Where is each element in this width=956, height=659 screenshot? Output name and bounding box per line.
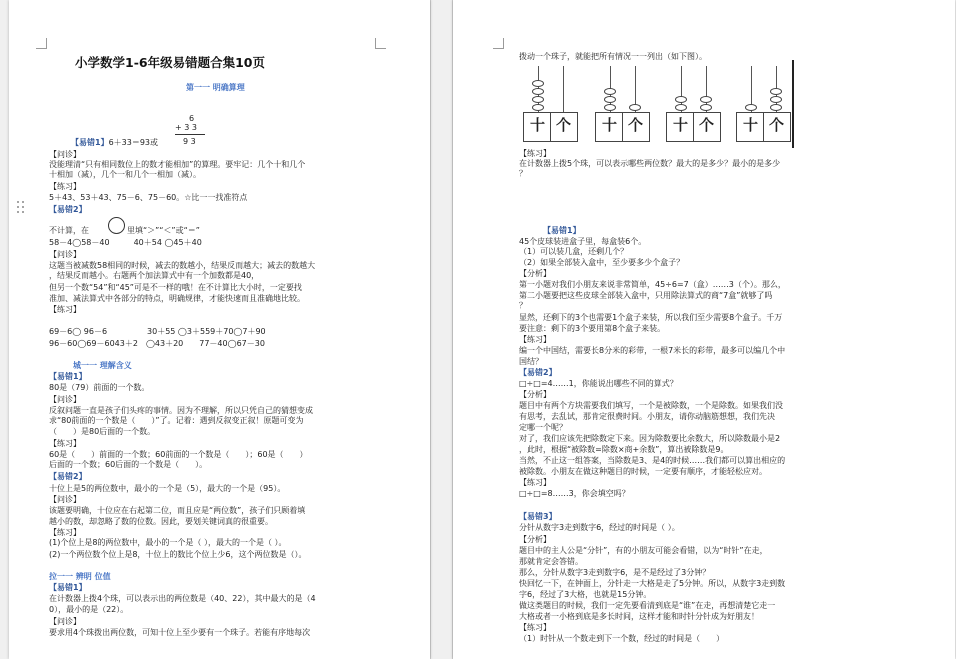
text-line: 编一个中国结，需要长8分米的彩带，一根7米长的彩带，最多可以编几个中 [519, 346, 786, 355]
abacus-2 [595, 66, 650, 144]
blank-circle-icon [108, 217, 125, 234]
text-line: 后面的一个数；60后面的一个数是（ ）。 [49, 460, 208, 469]
abacus-bead [700, 96, 712, 103]
text-line: 越小的数，却忽略了数的位数。因此，要划关键词真的很重要。 [49, 517, 273, 526]
vertical-calc-top: 6 [189, 114, 195, 123]
text-line: 【分析】 [519, 535, 551, 544]
abacus-bead [745, 104, 757, 111]
text-line: 【易错2】 [49, 205, 87, 214]
section-heading-1: 第一一 明确算理 [186, 83, 245, 92]
text-line: 那就肯定会答错。 [519, 557, 583, 566]
text-line: 【练习】 [519, 623, 551, 632]
text-line: 分针从数字3走到数字6，经过的时间是（ ）。 [519, 523, 680, 532]
text-line: 58－4◯58－40 40＋54 ◯45＋40 [49, 238, 202, 247]
section-heading-3: 拉一一 辨明 位值 [49, 572, 111, 581]
text-line: (1)个位上是8的两位数中，最小的一个是（ ），最大的一个是（ ）。 [49, 538, 287, 547]
text-line: 5＋43、53＋43、75－6、75－60。☆比一一找准符点 [49, 193, 248, 202]
text-line: 第一小题对我们小朋友来说非常简单，45÷6=7（盒）……3（个）。那么， [519, 280, 786, 289]
abacus-ones-label: 个 [699, 116, 715, 134]
abacus-bead [700, 104, 712, 111]
text-line: 国结？ [519, 357, 543, 366]
abacus-tens-label: 十 [602, 116, 618, 134]
abacus-divider [550, 112, 551, 142]
abacus-tens-label: 十 [743, 116, 759, 134]
text-line: 十相加（减），几个一和几个一相加（减）。 [49, 170, 201, 179]
abacus-bead [770, 104, 782, 111]
text-line: ？ [519, 301, 527, 310]
vertical-calc-rule [175, 134, 205, 135]
text-line: （1）可以装几盒，还剩几个？ [519, 247, 629, 256]
abacus-3 [666, 66, 721, 144]
text-line: （ ）是80后面的一个数。 [49, 427, 156, 436]
page-gap-left-edge [430, 0, 431, 659]
text-line: 【问诊】 [49, 150, 81, 159]
vertical-calc-bottom: 9 3 [183, 137, 196, 146]
text-line: 【练习】 [49, 439, 81, 448]
abacus-divider [763, 112, 764, 142]
text-line: 字6，经过了3大格，也就是15分钟。 [519, 590, 652, 599]
text-line: 题目中的主人公是“分针”，有的小朋友可能会看错，以为“时针”在走， [519, 546, 768, 555]
text-line: 大格或者一小格到底是多长时间，这样才能和时针分针成为好朋友！ [519, 612, 759, 621]
text-line: 要注意：剩下的3个要用第8个盒子来装。 [519, 324, 666, 333]
text-line: 要求用4个珠拨出两位数，可知十位上至少要有一个珠子。若能有序地每次 [49, 628, 311, 637]
text-line: ？ [519, 169, 527, 178]
text-line: 【练习】 [49, 305, 81, 314]
text-line: 做这类题目的时候，我们一定先要看清到底是“谁”在走，再想清楚它走一 [519, 601, 776, 610]
figure-divider [792, 60, 794, 148]
text-line: 【练习】 [519, 335, 551, 344]
abacus-ones-label: 个 [769, 116, 785, 134]
text-line: □÷□=8……3，你会填空吗？ [519, 489, 630, 498]
text-line: 【易错2】 [519, 368, 557, 377]
text-line: 那么，分针从数字3走到数字6，是不是经过了3分钟？ [519, 568, 711, 577]
abacus-ones-label: 个 [556, 116, 572, 134]
text-line: 题目中有两个方块需要我们填写，一个是被除数，一个是除数。如果我们没 [519, 401, 783, 410]
text-line: 定哪一个呢？ [519, 423, 567, 432]
crop-mark-top-right [375, 38, 386, 49]
crop-mark-top-left [36, 38, 47, 49]
text-line: 被除数。小朋友在做这种题目的时候，一定要有顺序，才能轻松应对。 [519, 467, 767, 476]
text-line: 【易错3】 [519, 512, 557, 521]
text-line: 不计算，在 [49, 226, 89, 235]
text-line: （2）如果全部装入盒中，至少要多少个盒子？ [519, 258, 685, 267]
abacus-bead [675, 96, 687, 103]
text-line: 这题当被减数58相同的时候，减去的数越小，结果反而越大；减去的数越大 [49, 261, 316, 270]
document-title: 小学数学1-6年级易错题合集10页 [75, 55, 265, 70]
abacus-divider [622, 112, 623, 142]
text-line: 【练习】 [519, 149, 551, 158]
abacus-bead [532, 80, 544, 87]
text-line: 96－60◯69－6043＋2 ◯43＋20 77－40◯67－30 [49, 339, 265, 348]
text-line: 但另一个数“54”和“45”可是不一样的哦！在不计算比大小时，一定要找 [49, 283, 302, 292]
crop-mark-top-left [493, 38, 504, 49]
abacus-4 [736, 66, 791, 144]
text-line: 对了，我们应该先把除数定下来。因为除数要比余数大，所以除数最小是2 [519, 434, 781, 443]
abacus-bead [604, 96, 616, 103]
section-heading-2: 城一一 理解含义 [73, 361, 132, 370]
text-line: □÷□=4……1，你能说出哪些不同的算式？ [519, 379, 678, 388]
text-line: 【练习】 [49, 182, 81, 191]
text-line: ，结果反而越小。右题两个加法算式中有一个加数都是40， [49, 271, 260, 280]
text-line: 【问诊】 [49, 495, 81, 504]
text-line: 【易错1】 [49, 372, 87, 381]
text-line: 45个皮球装进盒子里，每盒装6个。 [519, 237, 647, 246]
abacus-bead [604, 104, 616, 111]
abacus-ones-label: 个 [628, 116, 644, 134]
document-page-1 [9, 0, 430, 659]
text-line: 【易错1】 [543, 226, 581, 235]
text-line: 在计数器上拨5个珠，可以表示哪些两位数？最大的是多少？最小的是多少 [519, 159, 781, 168]
text-line: 里填“＞”“＜”或“＝” [127, 226, 200, 235]
text-line: 拨动一个珠子，就能把所有情况一一列出（如下图）。 [519, 52, 707, 61]
text-line: 【练习】 [519, 478, 551, 487]
text-line: 显然，还剩下的3个也需要1个盒子来装，所以我们至少需要8个盒子。千万 [519, 313, 783, 322]
abacus-tens-label: 十 [673, 116, 689, 134]
text-line: 【问诊】 [49, 250, 81, 259]
text-line: 【易错1】6＋33＝93或 [71, 138, 159, 147]
text-line: 【问诊】 [49, 617, 81, 626]
text-line: 60是（ ）前面的一个数；60前面的一个数是（ ）；60是（ ） [49, 450, 308, 459]
drag-handle-icon[interactable] [17, 201, 26, 215]
text-line: 当然，不止这一组答案，当除数是3、是4的时候……我们都可以算出相应的 [519, 456, 786, 465]
abacus-bead [629, 104, 641, 111]
text-line: 反叙问题一直是孩子们头疼的事情。因为不理解，所以只凭自己的猜想变成 [49, 406, 313, 415]
text-line: 【问诊】 [49, 395, 81, 404]
text-line: 准加、减法算式中各部分的特点，明确规律，才能快速而且准确地比较。 [49, 294, 305, 303]
ones-rod [563, 66, 564, 112]
abacus-tens-label: 十 [530, 116, 546, 134]
abacus-bead [770, 88, 782, 95]
vertical-calc-middle: + 3 3 [175, 123, 197, 132]
text-line: 【练习】 [49, 528, 81, 537]
text-line: 在计数器上拨4个珠，可以表示出的两位数是（40、22），其中最大的是（4 [49, 594, 316, 603]
document-page-2 [453, 0, 955, 659]
text-line: 0），最小的是（22）。 [49, 605, 129, 614]
abacus-divider [693, 112, 694, 142]
text-line: 求“80前面的一个数是（ ）”了。记着：遇到反叙变正叙！原题可变为 [49, 416, 304, 425]
text-line: 【分析】 [519, 269, 551, 278]
text-line: ，此时，根据“被除数=除数×商+余数”，算出被除数是9。 [519, 445, 729, 454]
text-line: 没能理清“只有相同数位上的数才能相加”的算理。要牢记：几个十和几个 [49, 160, 306, 169]
text-line: 十位上是5的两位数中，最小的一个是（5），最大的一个是（95）。 [49, 484, 286, 493]
text-line: 80是（79）前面的一个数。 [49, 383, 150, 392]
abacus-bead [532, 96, 544, 103]
abacus-bead [675, 104, 687, 111]
text-line: 该题要明确，十位应在右起第二位，而且应是“两位数”，孩子们只顾着填 [49, 506, 306, 515]
text-line: (2)一个两位数个位上是8，十位上的数比个位上少6，这个两位数是（）。 [49, 550, 307, 559]
text-line: 有思考，去乱试，那肯定很费时间。小朋友，请你动脑筋想想，我们先决 [519, 412, 775, 421]
text-line: 【易错1】 [49, 583, 87, 592]
text-line: 第二小题要把这些皮球全部装入盒中，只用除法算式的商“7盒”就够了吗 [519, 291, 773, 300]
abacus-bead [532, 104, 544, 111]
text-line: （1）时针从一个数走到下一个数，经过的时间是（ ） [519, 634, 725, 643]
text-line: 【分析】 [519, 390, 551, 399]
abacus-bead [770, 96, 782, 103]
text-line: 69－6◯ 96－6 30＋55 ◯3＋559＋70◯7＋90 [49, 327, 266, 336]
text-line: 快回忆一下，在钟面上，分针走一大格是走了5分钟。所以，从数字3走到数 [519, 579, 786, 588]
text-line: 【易错2】 [49, 472, 87, 481]
abacus-bead [604, 88, 616, 95]
abacus-bead [532, 88, 544, 95]
abacus-1 [523, 66, 578, 144]
